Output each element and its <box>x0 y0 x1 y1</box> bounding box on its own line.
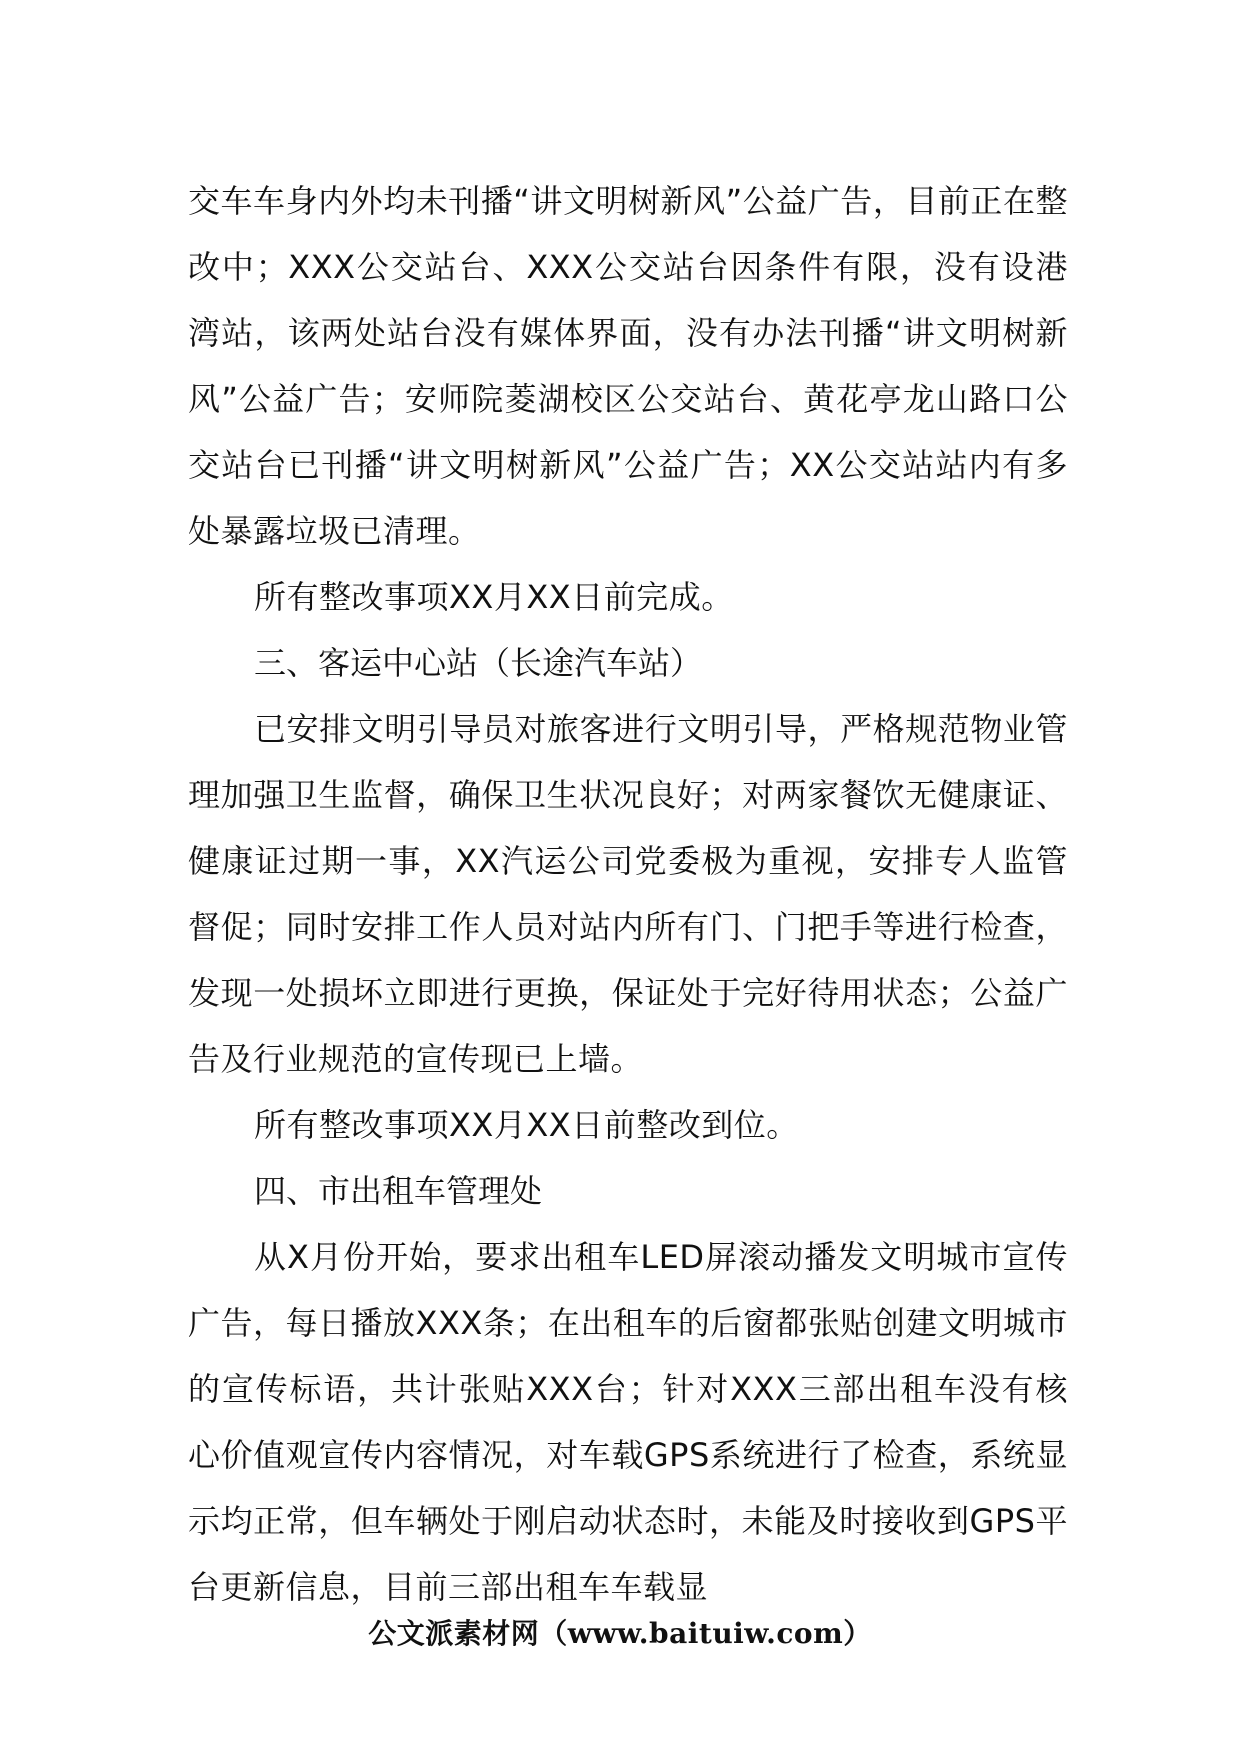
paragraph-deadline-bus: 所有整改事项XX月XX日前完成。 <box>254 578 734 616</box>
paragraph-passenger-station: 已安排文明引导员对旅客进行文明引导，严格规范物业管理加强卫生监督，确保卫生状况良好；对两家餐饮无健康证、健康证过期一事，XX汽运公司党委极为重视，安排专人监管督促；同时安排工作人员对站内所有门、门把手等进行检查，发现一处损坏立即进行更换，保证处于完好待用状态；公益广告及行业规范的宣传现已上墙。 <box>188 710 1068 1078</box>
section-heading-taxi-office: 四、市出租车管理处 <box>254 1172 543 1210</box>
section-heading-passenger-station: 三、客运中心站（长途汽车站） <box>254 644 703 682</box>
paragraph-continued: 交车车身内外均未刊播“讲文明树新风”公益广告，目前正在整改中；XXX公交站台、XXX公交站台因条件有限，没有设港湾站，该两处站台没有媒体界面，没有办法刊播“讲文明树新风”公益广告；安师院菱湖校区公交站台、黄花亭龙山路口公交站台已刊播“讲文明树新风”公益广告；XX公交站站内有多处暴露垃圾已清理。 <box>188 182 1068 550</box>
paragraph-deadline-station: 所有整改事项XX月XX日前整改到位。 <box>254 1106 799 1144</box>
footer-watermark: 公文派素材网（www.baituiw.com） <box>368 1617 872 1650</box>
document-body <box>188 168 1068 1620</box>
paragraph-taxi-office: 从X月份开始，要求出租车LED屏滚动播发文明城市宣传广告，每日播放XXX条；在出租车的后窗都张贴创建文明城市的宣传标语，共计张贴XXX台；针对XXX三部出租车没有核心价值观宣传内容情况，对车载GPS系统进行了检查，系统显示均正常，但车辆处于刚启动状态时，未能及时接收到GPS平台更新信息，目前三部出租车车载显 <box>188 1238 1068 1606</box>
